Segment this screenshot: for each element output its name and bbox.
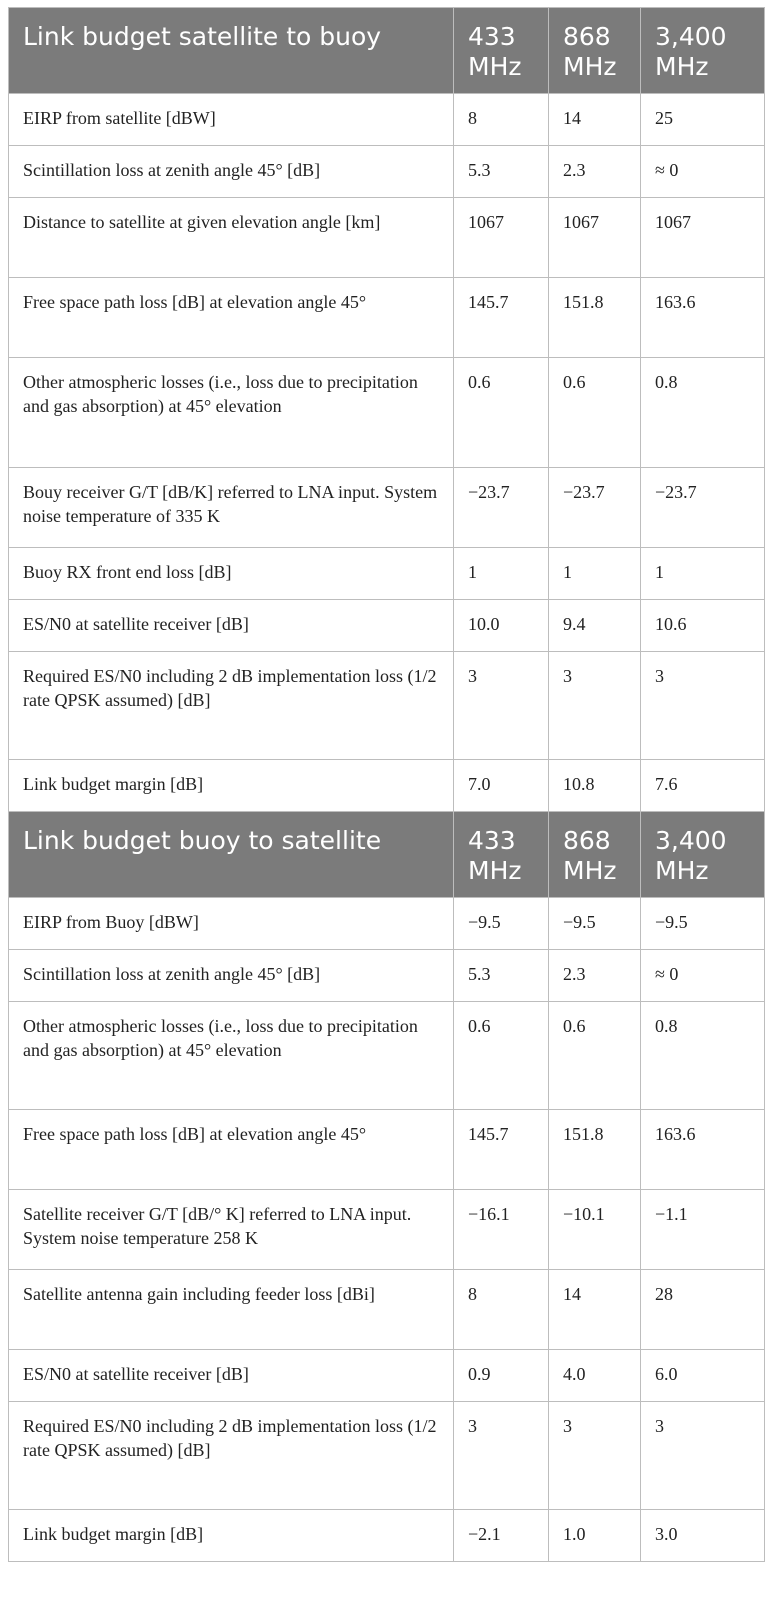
value-3400-mhz: 3.0 (641, 1510, 765, 1562)
value-3400-mhz: ≈ 0 (641, 950, 765, 1002)
parameter-label: Required ES/N0 including 2 dB implementation loss (1/2 rate QPSK assumed) [dB] (9, 1402, 454, 1510)
parameter-label: Satellite antenna gain including feeder loss [dBi] (9, 1270, 454, 1350)
value-433-mhz: 1067 (454, 198, 549, 278)
table-row (9, 1270, 765, 1350)
value-433-mhz: 0.6 (454, 1002, 549, 1110)
table-row (9, 198, 765, 278)
parameter-label: ES/N0 at satellite receiver [dB] (9, 600, 454, 652)
value-868-mhz: 151.8 (549, 278, 641, 358)
parameter-label: Other atmospheric losses (i.e., loss due to precipitation and gas absorption) at 45° elevation (9, 1002, 454, 1110)
value-3400-mhz: 1 (641, 548, 765, 600)
value-433-mhz: −23.7 (454, 468, 549, 548)
value-3400-mhz: 10.6 (641, 600, 765, 652)
parameter-label: Other atmospheric losses (i.e., loss due to precipitation and gas absorption) at 45° elevation (9, 358, 454, 468)
value-868-mhz: −23.7 (549, 468, 641, 548)
value-868-mhz: 2.3 (549, 146, 641, 198)
table-body (9, 8, 765, 1562)
value-3400-mhz: −1.1 (641, 1190, 765, 1270)
value-868-mhz: 4.0 (549, 1350, 641, 1402)
table-row (9, 760, 765, 812)
value-868-mhz: 0.6 (549, 358, 641, 468)
parameter-label: Scintillation loss at zenith angle 45° [dB] (9, 146, 454, 198)
value-433-mhz: 8 (454, 94, 549, 146)
value-868-mhz: 151.8 (549, 1110, 641, 1190)
column-header-3400-mhz: 3,400 MHz (641, 8, 765, 94)
column-header-433-mhz: 433 MHz (454, 8, 549, 94)
value-868-mhz: −10.1 (549, 1190, 641, 1270)
value-868-mhz: 9.4 (549, 600, 641, 652)
table-row (9, 600, 765, 652)
value-433-mhz: 7.0 (454, 760, 549, 812)
section-header-row (9, 812, 765, 898)
value-3400-mhz: 163.6 (641, 278, 765, 358)
value-433-mhz: 10.0 (454, 600, 549, 652)
table-row (9, 950, 765, 1002)
parameter-label: EIRP from Buoy [dBW] (9, 898, 454, 950)
table-row (9, 1350, 765, 1402)
value-868-mhz: 1.0 (549, 1510, 641, 1562)
link-budget-table-container (8, 7, 764, 1562)
value-433-mhz: 5.3 (454, 146, 549, 198)
parameter-label: Distance to satellite at given elevation angle [km] (9, 198, 454, 278)
value-868-mhz: 0.6 (549, 1002, 641, 1110)
link-budget-table (8, 7, 765, 1562)
value-433-mhz: 1 (454, 548, 549, 600)
value-3400-mhz: 7.6 (641, 760, 765, 812)
parameter-label: Required ES/N0 including 2 dB implementation loss (1/2 rate QPSK assumed) [dB] (9, 652, 454, 760)
value-433-mhz: 5.3 (454, 950, 549, 1002)
column-header-868-mhz: 868 MHz (549, 812, 641, 898)
value-3400-mhz: 3 (641, 652, 765, 760)
parameter-label: Satellite receiver G/T [dB/° K] referred to LNA input. System noise temperature 258 K (9, 1190, 454, 1270)
table-row (9, 898, 765, 950)
value-433-mhz: −2.1 (454, 1510, 549, 1562)
value-3400-mhz: 3 (641, 1402, 765, 1510)
section-header-row (9, 8, 765, 94)
value-868-mhz: 2.3 (549, 950, 641, 1002)
parameter-label: Link budget margin [dB] (9, 760, 454, 812)
table-row (9, 1190, 765, 1270)
table-row (9, 146, 765, 198)
table-row (9, 468, 765, 548)
table-row (9, 652, 765, 760)
value-868-mhz: 3 (549, 1402, 641, 1510)
value-433-mhz: 3 (454, 1402, 549, 1510)
parameter-label: ES/N0 at satellite receiver [dB] (9, 1350, 454, 1402)
column-header-433-mhz: 433 MHz (454, 812, 549, 898)
value-868-mhz: 1 (549, 548, 641, 600)
parameter-label: EIRP from satellite [dBW] (9, 94, 454, 146)
value-868-mhz: 14 (549, 1270, 641, 1350)
parameter-label: Buoy RX front end loss [dB] (9, 548, 454, 600)
value-868-mhz: 1067 (549, 198, 641, 278)
value-3400-mhz: 6.0 (641, 1350, 765, 1402)
value-3400-mhz: 25 (641, 94, 765, 146)
value-3400-mhz: ≈ 0 (641, 146, 765, 198)
parameter-label: Scintillation loss at zenith angle 45° [dB] (9, 950, 454, 1002)
value-433-mhz: 0.9 (454, 1350, 549, 1402)
value-433-mhz: 8 (454, 1270, 549, 1350)
value-3400-mhz: 0.8 (641, 358, 765, 468)
table-row (9, 94, 765, 146)
table-row (9, 1510, 765, 1562)
value-3400-mhz: 1067 (641, 198, 765, 278)
value-433-mhz: 145.7 (454, 278, 549, 358)
column-header-868-mhz: 868 MHz (549, 8, 641, 94)
value-868-mhz: 3 (549, 652, 641, 760)
section-title: Link budget satellite to buoy (9, 8, 454, 94)
value-3400-mhz: 163.6 (641, 1110, 765, 1190)
value-433-mhz: 3 (454, 652, 549, 760)
parameter-label: Link budget margin [dB] (9, 1510, 454, 1562)
parameter-label: Free space path loss [dB] at elevation angle 45° (9, 1110, 454, 1190)
value-3400-mhz: −23.7 (641, 468, 765, 548)
parameter-label: Bouy receiver G/T [dB/K] referred to LNA input. System noise temperature of 335 K (9, 468, 454, 548)
table-row (9, 1110, 765, 1190)
value-433-mhz: −16.1 (454, 1190, 549, 1270)
parameter-label: Free space path loss [dB] at elevation angle 45° (9, 278, 454, 358)
value-3400-mhz: −9.5 (641, 898, 765, 950)
table-row (9, 278, 765, 358)
value-868-mhz: 10.8 (549, 760, 641, 812)
value-3400-mhz: 0.8 (641, 1002, 765, 1110)
table-row (9, 1002, 765, 1110)
value-433-mhz: 145.7 (454, 1110, 549, 1190)
column-header-3400-mhz: 3,400 MHz (641, 812, 765, 898)
table-row (9, 358, 765, 468)
value-433-mhz: 0.6 (454, 358, 549, 468)
value-868-mhz: 14 (549, 94, 641, 146)
value-433-mhz: −9.5 (454, 898, 549, 950)
value-868-mhz: −9.5 (549, 898, 641, 950)
table-row (9, 1402, 765, 1510)
value-3400-mhz: 28 (641, 1270, 765, 1350)
table-row (9, 548, 765, 600)
section-title: Link budget buoy to satellite (9, 812, 454, 898)
